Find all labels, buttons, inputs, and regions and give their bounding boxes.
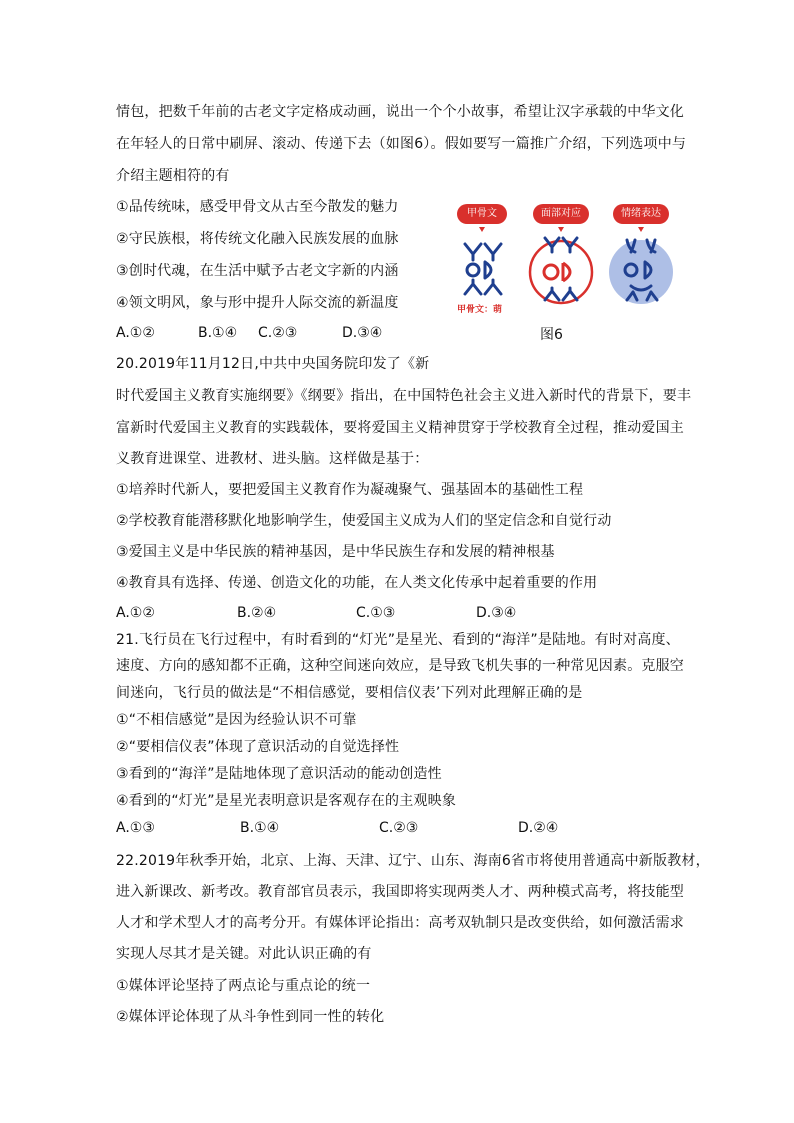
q19-line-2: 在年轻人的日常中刷屏、滚动、传递下去（如图6）。假如要写一篇推广介绍，下列选项中与 — [116, 136, 687, 152]
q21-option-c[interactable]: C.②③ — [379, 820, 419, 836]
q21-option-a[interactable]: A.①③ — [116, 820, 155, 836]
tag-emotion: 情绪表达 — [613, 204, 669, 224]
q19-item-3: ③创时代魂，在生活中赋予古老文字新的内涵 — [116, 263, 399, 279]
q20-line-2: 时代爱国主义教育实施纲要》《纲要》指出，在中国特色社会主义进入新时代的背景下，要丰 — [116, 388, 692, 404]
face-circle-icon — [530, 241, 592, 303]
q22-item-2: ②媒体评论体现了从斗争性到同一性的转化 — [116, 1009, 385, 1025]
figure-graphics — [445, 196, 685, 346]
q21-line-1: 21.飞行员在飞行过程中，有时看到的“灯光”是星光、看到的“海洋”是陆地。有时对高度、 — [116, 632, 680, 648]
tag-face-mapping: 面部对应 — [533, 204, 589, 224]
q22-line-2: 进入新课改、新考改。教育部官员表示，我国即将实现两类人才、两种模式高考，将技能型 — [116, 884, 684, 900]
figure-6 — [445, 196, 685, 346]
q19-option-a[interactable]: A.①② — [116, 325, 155, 341]
q20-option-a[interactable]: A.①② — [116, 605, 155, 621]
q19-item-1: ①品传统味，感受甲骨文从古至今散发的魅力 — [116, 199, 399, 215]
face-mapping-icon — [545, 238, 577, 300]
q19-option-b[interactable]: B.①④ — [198, 325, 238, 341]
q20-option-d[interactable]: D.③④ — [476, 605, 517, 621]
arrow-down-icon — [558, 227, 564, 232]
q21-option-d[interactable]: D.②④ — [518, 820, 559, 836]
q19-item-2: ②守民族根，将传统文化融入民族发展的血脉 — [116, 231, 399, 247]
q22-line-4: 实现人尽其才是关键。对此认识正确的有 — [116, 946, 372, 962]
q20-item-4: ④教育具有选择、传递、创造文化的功能，在人类文化传承中起着重要的作用 — [116, 575, 598, 591]
tag-oracle-bone: 甲骨文 — [457, 204, 507, 224]
q19-option-c[interactable]: C.②③ — [258, 325, 298, 341]
q20-item-1: ①培养时代新人，要把爱国主义教育作为凝魂聚气、强基固本的基础性工程 — [116, 482, 584, 498]
q21-line-3: 间迷向，飞行员的做法是“不相信感觉，要相信仪表’下列对此理解正确的是 — [116, 685, 583, 701]
q21-option-b[interactable]: B.①④ — [240, 820, 280, 836]
q22-line-3: 人才和学术型人才的高考分开。有媒体评论指出：高考双轨制只是改变供给，如何激活需求 — [116, 915, 684, 931]
q21-item-2: ②“要相信仪表”体现了意识活动的自觉选择性 — [116, 739, 400, 755]
q20-item-2: ②学校教育能潜移默化地影响学生，使爱国主义成为人们的坚定信念和自觉行动 — [116, 513, 612, 529]
q22-item-1: ①媒体评论坚持了两点论与重点论的统一 — [116, 978, 371, 994]
oracle-glyph-icon — [465, 244, 501, 294]
q21-item-1: ①“不相信感觉”是因为经验认识不可靠 — [116, 712, 357, 728]
q19-item-4: ④领文明风，象与形中提升人际交流的新温度 — [116, 295, 399, 311]
q20-item-3: ③爱国主义是中华民族的精神基因，是中华民族生存和发展的精神根基 — [116, 544, 555, 560]
q20-option-c[interactable]: C.①③ — [356, 605, 396, 621]
oracle-sublabel: 甲骨文：萌 — [457, 305, 503, 315]
q21-item-3: ③看到的“海洋”是陆地体现了意识活动的能动创造性 — [116, 766, 442, 782]
arrow-down-icon — [479, 227, 485, 232]
q22-line-1: 22.2019年秋季开始，北京、上海、天津、辽宁、山东、海南6省市将使用普通高中新版教材， — [116, 853, 710, 869]
q20-line-1: 20.2019年11月12日,中共中央国务院印发了《新 — [116, 356, 430, 372]
q19-line-1: 情包，把数千年前的古老文字定格成动画，说出一个个小故事，希望让汉字承载的中华文化 — [116, 104, 684, 120]
figure-caption: 图6 — [540, 327, 563, 343]
q20-option-b[interactable]: B.②④ — [237, 605, 277, 621]
q21-item-4: ④看到的“灯光”是星光表明意识是客观存在的主观映象 — [116, 793, 457, 809]
q19-line-3: 介绍主题相符的有 — [116, 168, 230, 184]
q20-line-4: 义教育进课堂、进教材、进头脑。这样做是基于： — [116, 451, 429, 467]
arrow-down-icon — [638, 227, 644, 232]
q20-line-3: 富新时代爱国主义教育的实践载体，要将爱国主义精神贯穿于学校教育全过程，推动爱国主 — [116, 420, 684, 436]
q19-option-d[interactable]: D.③④ — [342, 325, 383, 341]
emotion-face-icon — [609, 240, 673, 304]
q21-line-2: 速度、方向的感知都不正确，这种空间迷向效应，是导致飞机失事的一种常见因素。克服空 — [116, 658, 684, 674]
